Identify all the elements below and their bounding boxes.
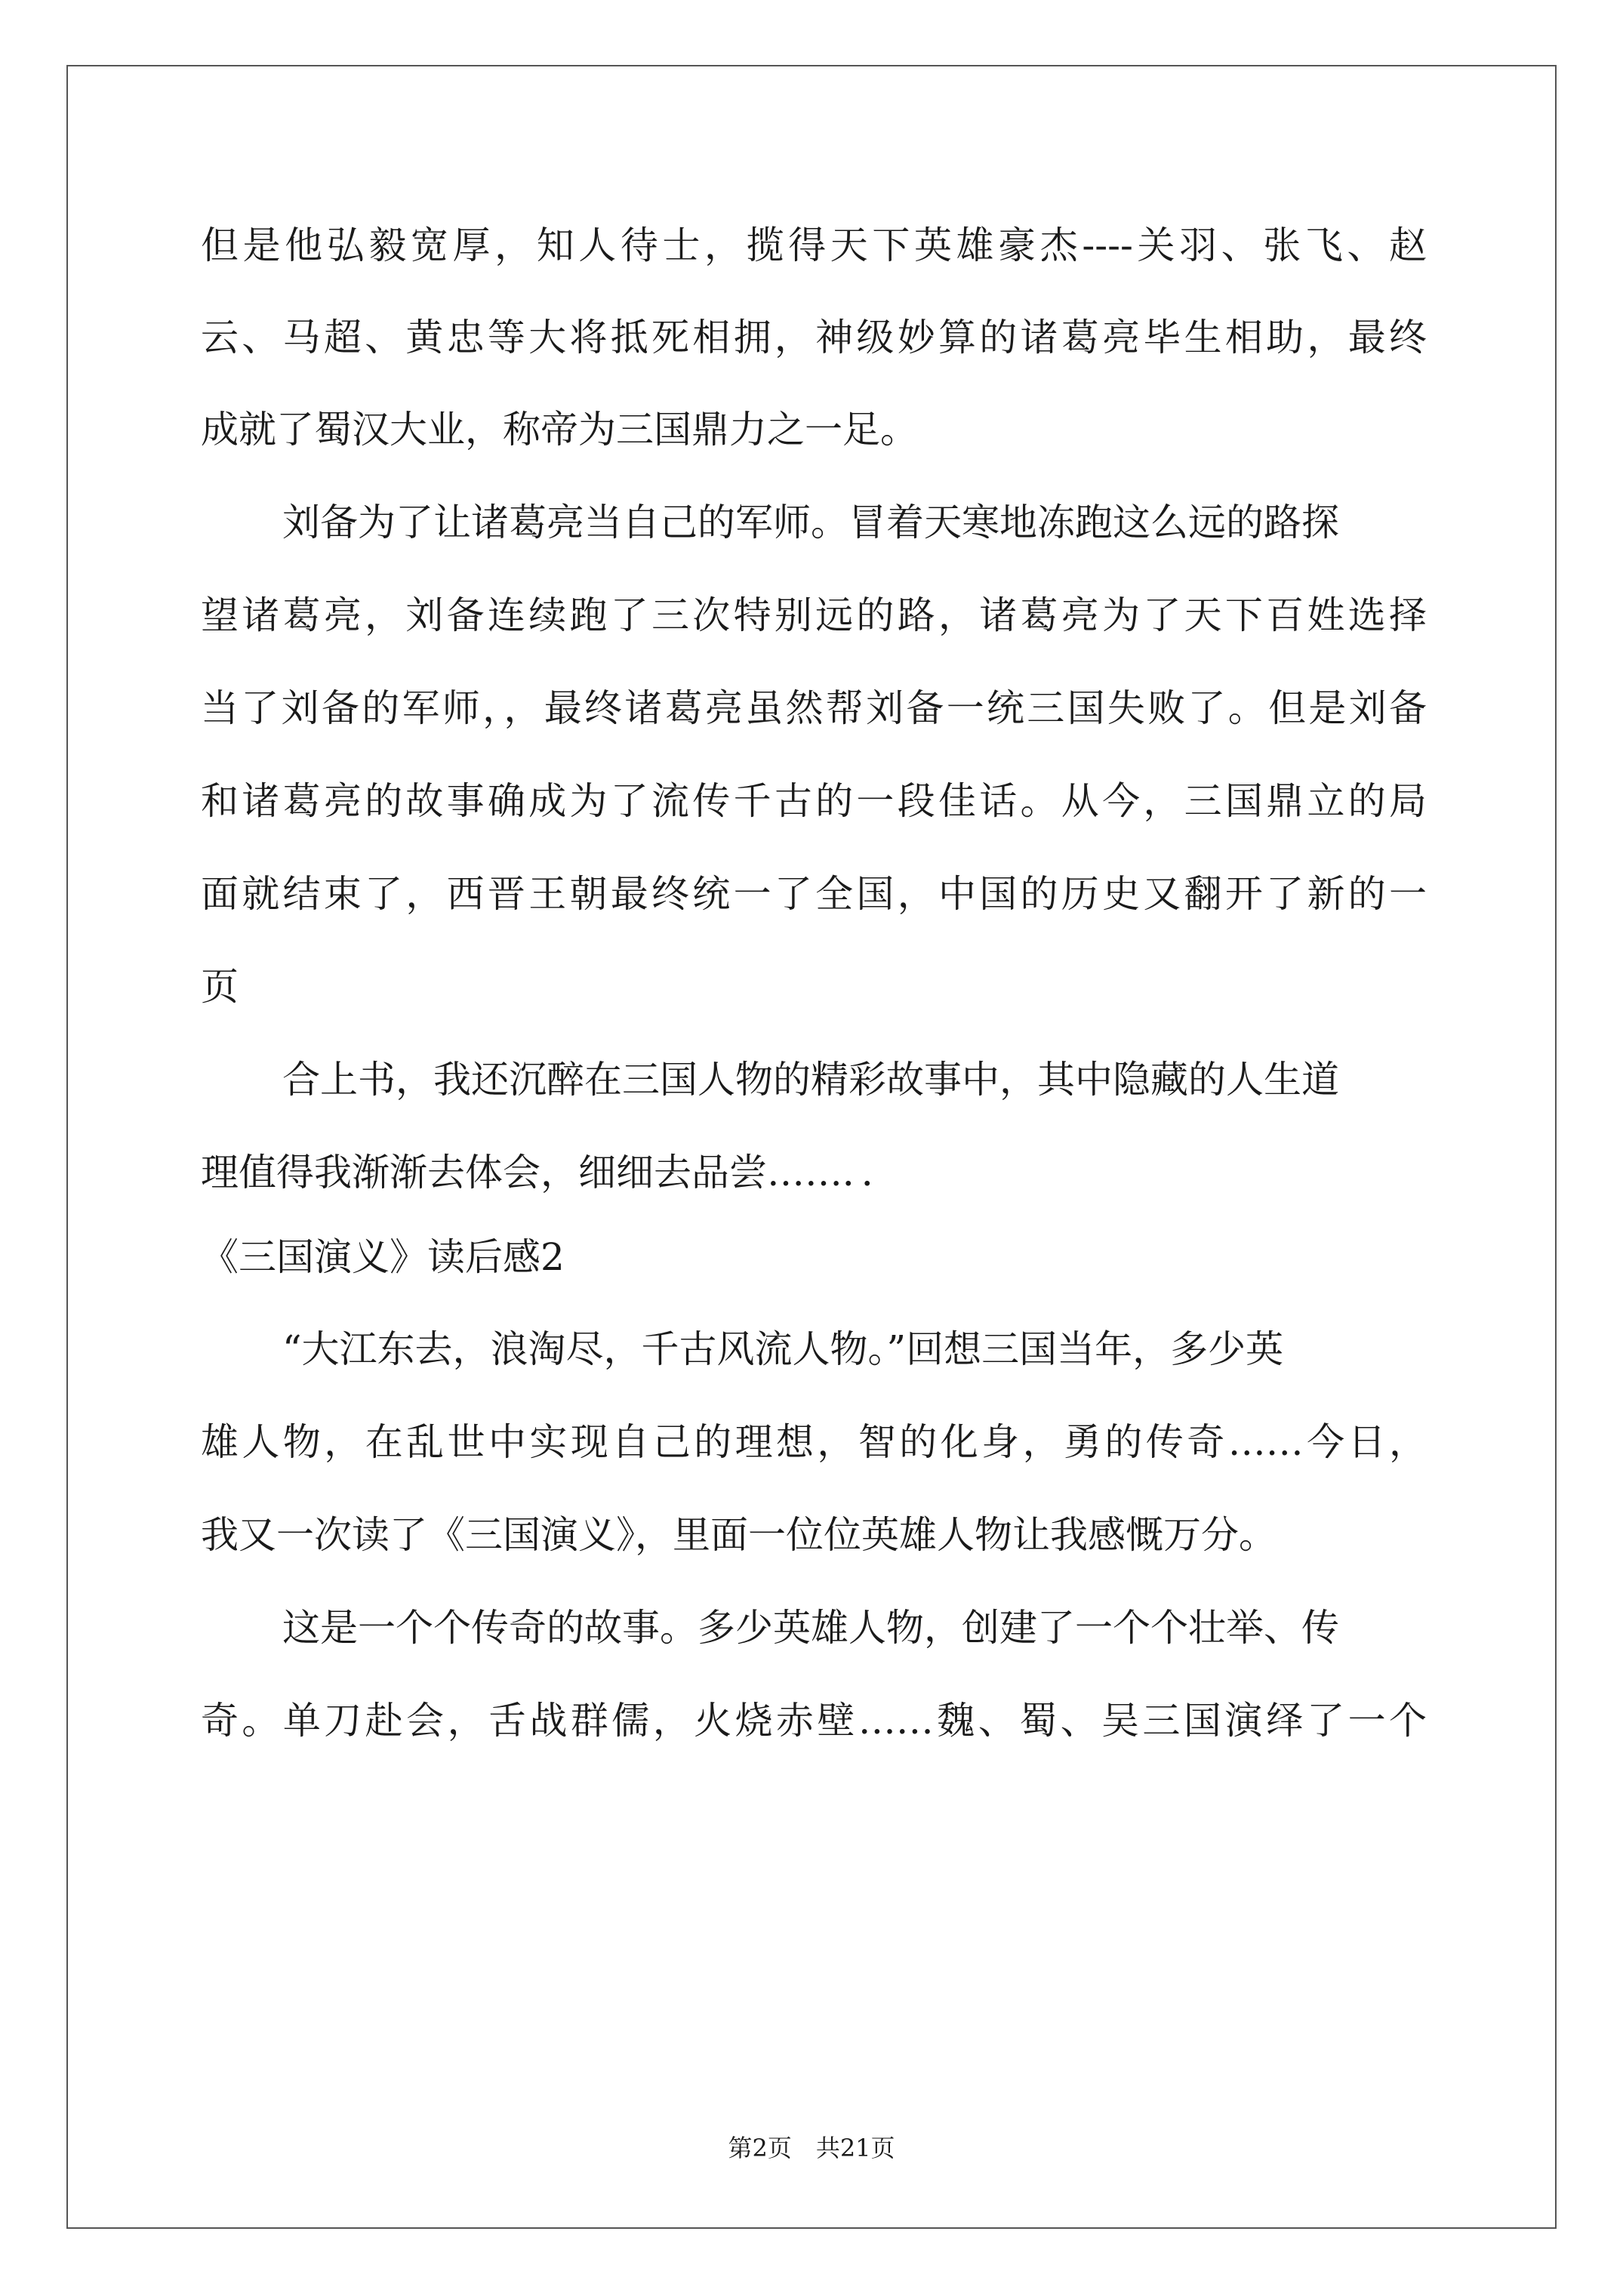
text-line: 成就了蜀汉大业，称帝为三国鼎力之一足。 bbox=[201, 408, 918, 451]
text-line: 望诸葛亮，刘备连续跑了三次特别远的路，诸葛亮为了天下百姓选择 bbox=[201, 593, 1427, 637]
text-line: 面就结束了，西晋王朝最终统一了全国，中国的历史又翻开了新的一 bbox=[201, 872, 1427, 916]
text-line: 我又一次读了《三国演义》，里面一位位英雄人物让我感慨万分。 bbox=[201, 1513, 1277, 1557]
text-line: “大江东去，浪淘尽，千古风流人物。”回想三国当年，多少英 bbox=[282, 1327, 1284, 1371]
text-line: 这是一个个传奇的故事。多少英雄人物，创建了一个个壮举、传 bbox=[282, 1606, 1339, 1650]
text-line: 当了刘备的军师，，最终诸葛亮虽然帮刘备一统三国失败了。但是刘备 bbox=[201, 686, 1427, 730]
text-line: 云、马超、黄忠等大将抵死相拥，神级妙算的诸葛亮毕生相助，最终 bbox=[201, 316, 1427, 359]
text-line: 和诸葛亮的故事确成为了流传千古的一段佳话。从今，三国鼎立的局 bbox=[201, 779, 1427, 823]
section-heading: 《三国演义》读后感2 bbox=[201, 1235, 565, 1279]
text-line: 刘备为了让诸葛亮当自己的军师。冒着天寒地冻跑这么远的路探 bbox=[282, 501, 1339, 544]
text-line: 奇。单刀赴会，舌战群儒，火烧赤壁……魏、蜀、吴三国演绎了一个 bbox=[201, 1699, 1427, 1743]
text-line: 理值得我渐渐去体会，细细去品尝……．． bbox=[201, 1151, 899, 1194]
text-line: 但是他弘毅宽厚，知人待士，揽得天下英雄豪杰----关羽、张飞、赵 bbox=[201, 223, 1427, 267]
text-line: 页 bbox=[201, 965, 239, 1009]
text-line: 合上书，我还沉醉在三国人物的精彩故事中，其中隐藏的人生道 bbox=[282, 1058, 1339, 1102]
page-number: 第2页 共21页 bbox=[728, 2134, 895, 2162]
text-line: 雄人物，在乱世中实现自己的理想，智的化身，勇的传奇……今日， bbox=[201, 1420, 1427, 1464]
